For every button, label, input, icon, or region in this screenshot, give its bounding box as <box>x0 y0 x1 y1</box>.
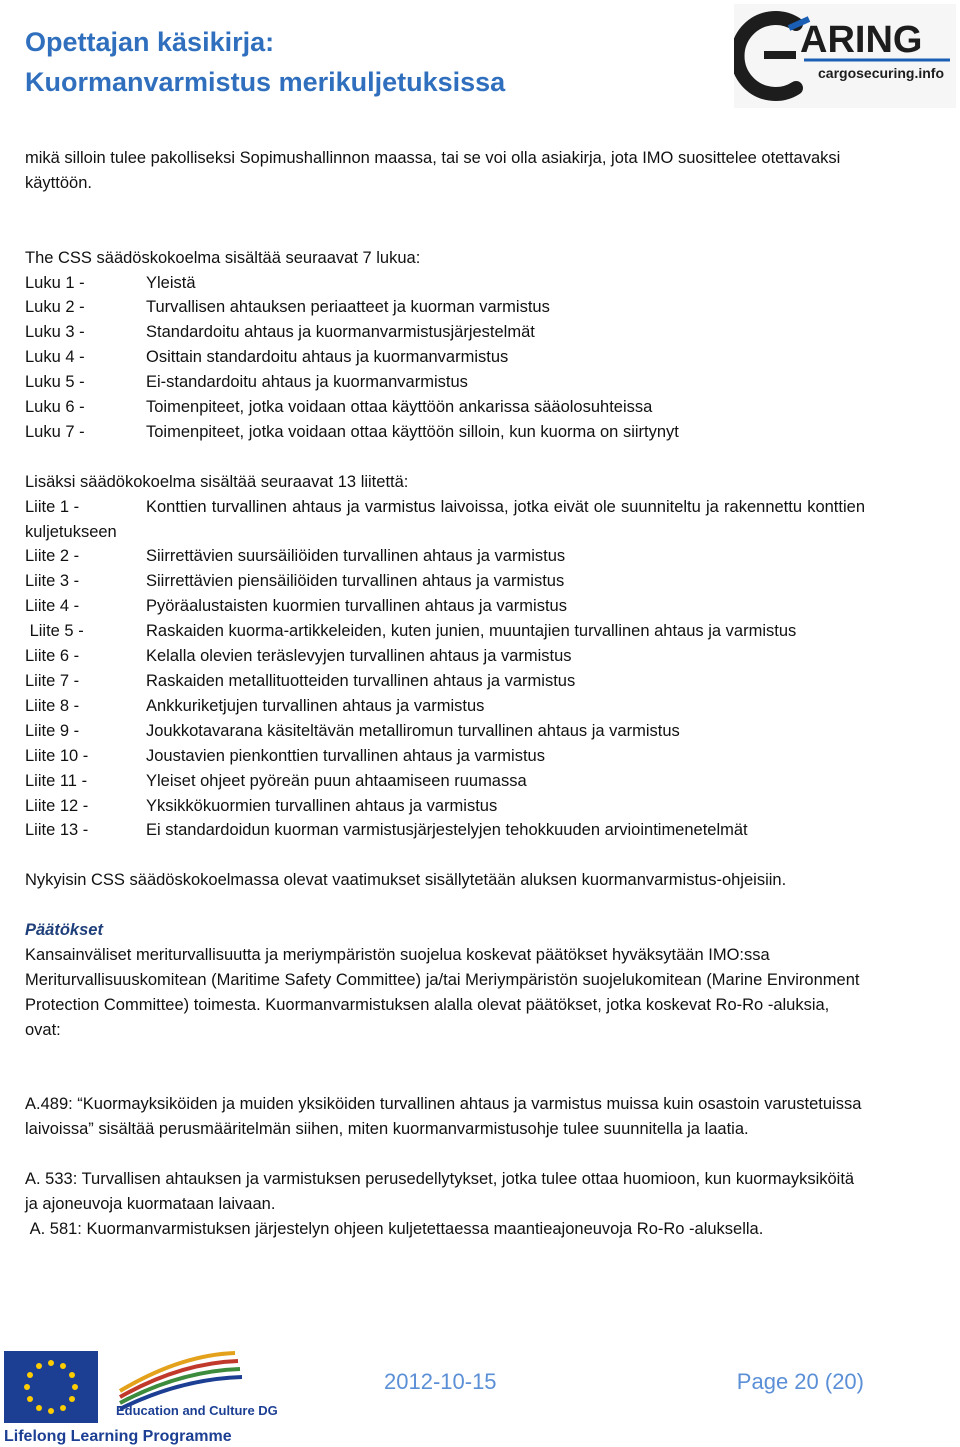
annex-title: Siirrettävien suursäiliöiden turvallinen ahtaus ja varmistus <box>146 547 566 566</box>
chapter-title: Toimenpiteet, jotka voidaan ottaa käyttöön ankarissa sääolosuhteissa <box>146 398 653 417</box>
annex-label: Liite 6 - <box>25 647 80 666</box>
annex-title: Siirrettävien piensäiliöiden turvallinen ahtaus ja varmistus <box>146 572 565 591</box>
chapter-list <box>25 271 865 445</box>
annex-title: Joukkotavarana käsiteltävän metalliromun turvallinen ahtaus ja varmistus <box>146 721 680 740</box>
chapter-label: Luku 7 - <box>25 422 85 441</box>
annex-label: Liite 12 - <box>25 796 89 815</box>
annex-title: Yksikkökuormien turvallinen ahtaus ja varmistus <box>146 796 498 815</box>
annex-title: Raskaiden kuorma-artikkeleiden, kuten junien, muuntajien turvallinen ahtaus ja varmistus <box>146 622 797 641</box>
annex-title: Ankkuriketjujen turvallinen ahtaus ja varmistus <box>146 696 485 715</box>
eac-text: Education and Culture DG <box>116 1403 278 1418</box>
annex-label: Liite 9 - <box>25 721 80 740</box>
chapter-label: Luku 2 - <box>25 298 85 317</box>
decisions-paragraph: Kansainväliset meriturvallisuutta ja meriympäristön suojelua koskevat päätökset hyväksytään IMO:ssa Meriturvallisuuskomitean (Maritime Safety Committee) ja/tai Meriympäristön suojelukomitean (Marine Environment Protection Committee) toimesta. Kuormanvarmistuksen alalla olevat päätökset, jotka koskevat Ro-Ro -aluksia, ovat: <box>25 945 860 1039</box>
annex-row <box>25 569 865 594</box>
annexes-intro: Lisäksi säädökokoelma sisältää seuraavat 13 liitettä: <box>25 472 409 491</box>
chapter-title: Standardoitu ahtaus ja kuormanvarmistusjärjestelmät <box>146 323 535 342</box>
annex-row <box>25 694 865 719</box>
annex-row <box>25 594 865 619</box>
annex-title: Raskaiden metallituotteiden turvallinen ahtaus ja varmistus <box>146 672 576 690</box>
annex-label: Liite 13 - <box>25 821 89 840</box>
annex-row <box>25 669 865 694</box>
annex-title: Pyöräalustaisten kuormien turvallinen ahtaus ja varmistus <box>146 597 567 616</box>
annex-title: Ei standardoidun kuorman varmistusjärjestelyjen tehokkuuden arviointimenetelmät <box>146 821 748 840</box>
annex-title: Joustavien pienkonttien turvallinen ahtaus ja varmistus <box>146 746 545 765</box>
chapter-title: Ei-standardoitu ahtaus ja kuormanvarmistus <box>146 373 468 392</box>
chapters-intro: The CSS säädöskokoelma sisältää seuraavat 7 lukua: <box>25 248 421 267</box>
chapter-title: Turvallisen ahtauksen periaatteet ja kuorman varmistus <box>146 298 550 317</box>
llp-text: Lifelong Learning Programme <box>4 1428 232 1445</box>
logo-url-text: cargosecuring.info <box>818 65 945 81</box>
footer-page-number: Page 20 (20) <box>736 1369 864 1394</box>
annex-title: Yleiset ohjeet pyöreän puun ahtaamiseen ruumassa <box>146 771 527 790</box>
annex-label: Liite 7 - <box>25 672 80 690</box>
annex-row <box>25 794 865 819</box>
header-title-line1: Opettajan käsikirja: <box>25 27 275 57</box>
resolution-a533: A. 533: Turvallisen ahtauksen ja varmistuksen perusedellytykset, jotka tulee ottaa huomioon, kun kuormayksiköitä ja ajoneuvoja kuormataan laivaan. <box>25 1170 855 1213</box>
document-body <box>25 146 865 1242</box>
annex-label: Liite 11 - <box>25 771 88 790</box>
chapter-label: Luku 5 - <box>25 373 85 392</box>
footer-date: 2012-10-15 <box>384 1369 497 1394</box>
chapter-label: Luku 4 - <box>25 348 85 367</box>
annex-1-entry <box>25 495 865 545</box>
intro-paragraph: mikä silloin tulee pakolliseksi Sopimushallinnon maassa, tai se voi olla asiakirja, jota IMO suosittelee otettavaksi käyttöön. <box>25 149 841 192</box>
chapter-title: Toimenpiteet, jotka voidaan ottaa käyttöön silloin, kun kuorma on siirtynyt <box>146 422 679 441</box>
caring-logo <box>734 4 956 108</box>
annex-5-entry <box>25 619 865 644</box>
annex-title: Kelalla olevien teräslevyjen turvallinen ahtaus ja varmistus <box>146 647 572 666</box>
header-title-line2: Kuormanvarmistus merikuljetuksissa <box>25 67 506 97</box>
chapter-row <box>25 395 865 420</box>
chapter-title: Osittain standardoitu ahtaus ja kuormanvarmistus <box>146 348 509 367</box>
annex-row <box>25 719 865 744</box>
annex-label: Liite 3 - <box>25 572 80 591</box>
decisions-heading: Päätökset <box>25 921 103 940</box>
resolution-a581: A. 581: Kuormanvarmistuksen järjestelyn ohjeen kuljetettaessa maantieajoneuvoja Ro-Ro -aluksella. <box>25 1219 764 1238</box>
logo-brand-text: ARING <box>800 19 923 61</box>
annex-label: Liite 1 - <box>25 497 80 516</box>
current-requirements-paragraph: Nykyisin CSS säädöskokoelmassa olevat vaatimukset sisällytetään aluksen kuormanvarmistus-ohjeisiin. <box>25 871 787 890</box>
chapter-row <box>25 320 865 345</box>
annex-row <box>25 644 865 669</box>
annex-row <box>25 544 865 569</box>
chapter-row <box>25 420 865 445</box>
annex-title: Konttien turvallinen ahtaus ja varmistus laivoissa, jotka eivät ole suunniteltu ja rakennettu konttien kuljetukseen <box>25 497 865 541</box>
chapter-label: Luku 3 - <box>25 323 85 342</box>
annex-label: Liite 4 - <box>25 597 80 616</box>
chapter-row <box>25 345 865 370</box>
chapter-label: Luku 6 - <box>25 398 85 417</box>
document-header <box>25 22 505 102</box>
annex-label: Liite 5 - <box>25 622 84 641</box>
annex-label: Liite 10 - <box>25 746 89 765</box>
annex-row <box>25 769 865 794</box>
llp-swoosh-icon <box>120 1353 242 1409</box>
chapter-title: Yleistä <box>146 273 196 292</box>
annex-row <box>25 744 865 769</box>
chapter-row <box>25 295 865 320</box>
annex-label: Liite 8 - <box>25 696 80 715</box>
resolution-a489: A.489: “Kuormayksiköiden ja muiden yksiköiden turvallinen ahtaus ja varmistus muissa kuin osastoin varustetuissa laivoissa” sisältää perusmääritelmän siihen, miten kuormanvarmistusohje tulee suunnitella ja laatia. <box>25 1095 862 1139</box>
chapter-label: Luku 1 - <box>25 273 85 292</box>
annex-row <box>25 818 865 843</box>
footer-logos <box>0 1345 280 1447</box>
annex-label: Liite 2 - <box>25 547 80 566</box>
chapter-row <box>25 370 865 395</box>
chapter-row <box>25 271 865 296</box>
